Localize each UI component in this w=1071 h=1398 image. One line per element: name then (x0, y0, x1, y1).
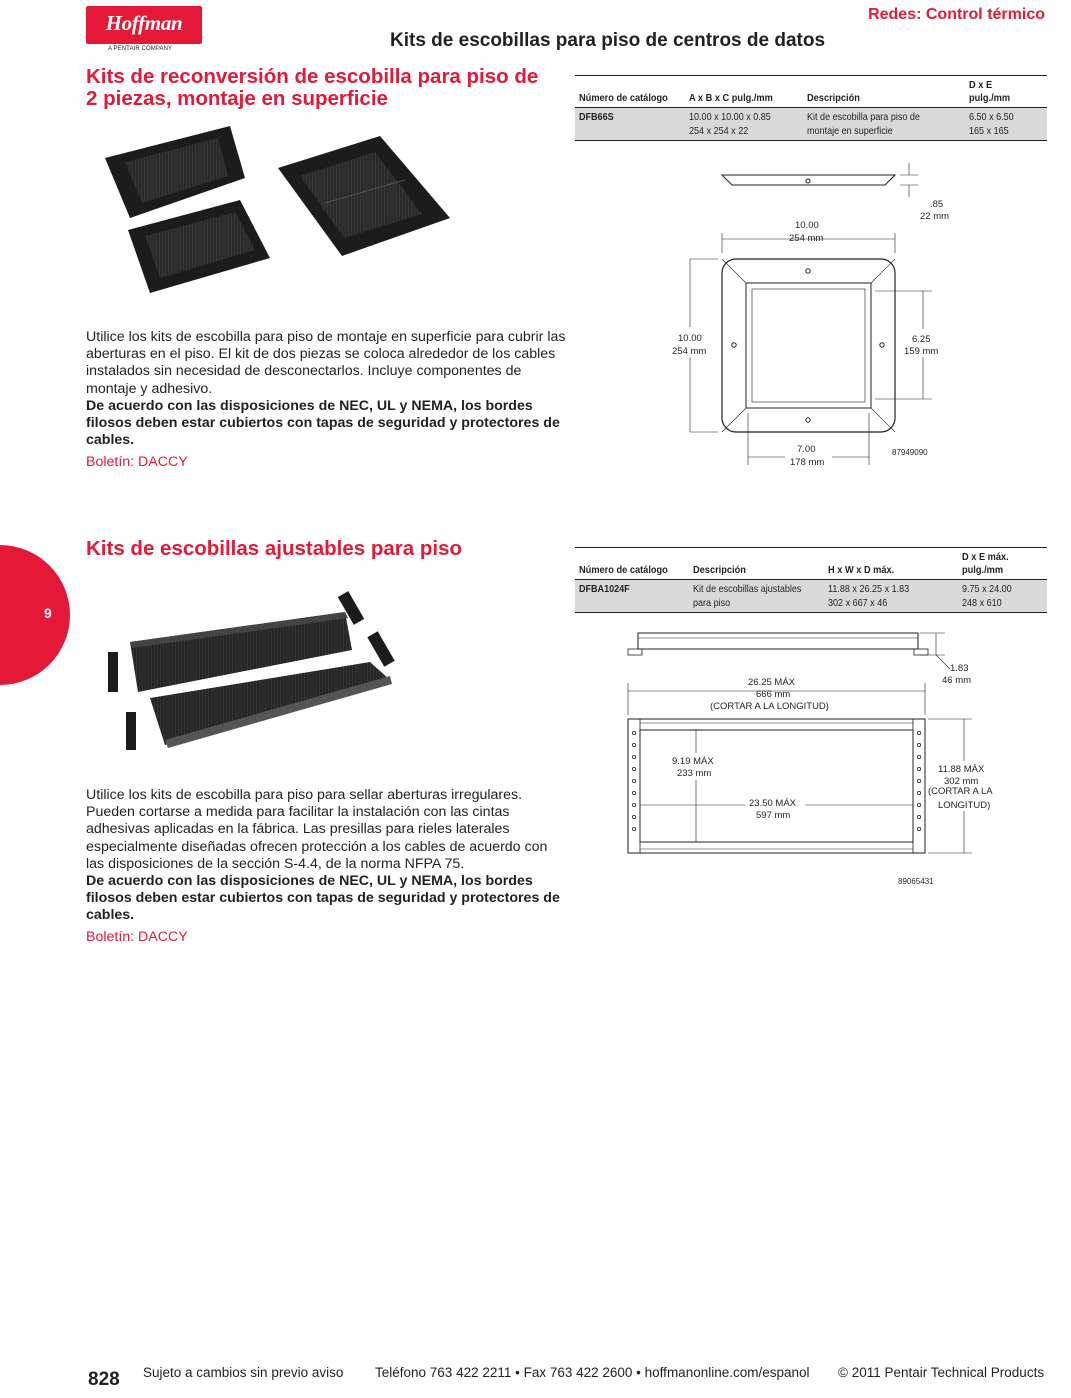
logo-word: Hoffman (105, 11, 183, 35)
table-row: DFBA1024F Kit de escobillas ajustables para piso 11.88 x 26.25 x 1.83 302 x 667 x 46 9.75 x 24.00 248 x 610 (575, 580, 1047, 612)
table-header: Número de catálogo A x B x C pulg./mm Descripción D x E pulg./mm (575, 76, 1047, 108)
svg-text:233 mm: 233 mm (677, 768, 712, 779)
spec-table-dfba1024f (575, 547, 1047, 613)
surface-brush-kit-photo (90, 118, 465, 318)
svg-text:1.83: 1.83 (950, 663, 969, 674)
svg-text:89065431: 89065431 (898, 877, 934, 886)
svg-text:87949090: 87949090 (892, 448, 928, 457)
svg-text:(CORTAR A LA LONGITUD): (CORTAR A LA LONGITUD) (710, 701, 829, 712)
svg-text:11.88 MÁX: 11.88 MÁX (938, 764, 985, 775)
section-tag: Redes: Control térmico (868, 6, 1045, 23)
svg-text:254 mm: 254 mm (789, 233, 824, 244)
footer-contact: Teléfono 763 422 2211 • Fax 763 422 2600 • hoffmanonline.com/espanol (375, 1365, 810, 1380)
svg-text:10.00: 10.00 (795, 220, 819, 231)
svg-text:666 mm: 666 mm (756, 689, 791, 700)
section1-title: Kits de reconversión de escobilla para piso de 2 piezas, montaje en superficie (86, 65, 539, 110)
svg-text:26.25 MÁX: 26.25 MÁX (748, 677, 795, 688)
chapter-tab (0, 545, 70, 685)
dfb66s-dimension-drawing (660, 155, 970, 475)
svg-text:6.25: 6.25 (912, 334, 931, 345)
section1-bulletin: Boletín: DACCY (86, 454, 188, 470)
section2-bulletin: Boletín: DACCY (86, 929, 188, 945)
section2-warning: De acuerdo con las disposiciones de NEC, UL y NEMA, los bordes filosos deben estar cubiertos con tapas de seguridad y protectores de cables. (86, 873, 560, 924)
svg-text:7.00: 7.00 (797, 444, 816, 455)
svg-text:22 mm: 22 mm (920, 211, 950, 222)
svg-text:23.50 MÁX: 23.50 MÁX (749, 798, 796, 809)
footer-notice: Sujeto a cambios sin previo aviso (143, 1365, 344, 1380)
svg-text:597 mm: 597 mm (756, 810, 791, 821)
section2-title: Kits de escobillas ajustables para piso (86, 537, 462, 560)
svg-text:10.00: 10.00 (678, 333, 702, 344)
svg-text:159 mm: 159 mm (904, 346, 939, 357)
chapter-tab-label: 9 (44, 605, 52, 621)
spec-table-dfb66s (575, 75, 1047, 141)
svg-text:(CORTAR A LA: (CORTAR A LA (928, 786, 993, 797)
page-heading: Kits de escobillas para piso de centros de datos (390, 30, 826, 51)
page-number: 828 (88, 1369, 120, 1390)
adjustable-brush-kit-photo (100, 580, 430, 760)
table-header: Número de catálogo Descripción H x W x D máx. D x E máx. pulg./mm (575, 548, 1047, 580)
section1-description: Utilice los kits de escobilla para piso de montaje en superficie para cubrir las aberturas en el piso. El kit de dos piezas se coloca alrededor de los cables instalados sin necesidad de desconectarlos. Incluye componentes de montaje y adhesivo. De acuerdo con las disposiciones de NEC, UL y NEMA, los bordes filosos deben estar cubiertos con tapas de seguridad y protectores de cables. (86, 329, 566, 449)
logo-subtitle: A PENTAIR COMPANY (108, 46, 173, 52)
svg-text:178 mm: 178 mm (790, 457, 825, 468)
svg-text:LONGITUD): LONGITUD) (938, 800, 991, 811)
svg-text:46 mm: 46 mm (942, 675, 972, 686)
svg-text:9.19 MÁX: 9.19 MÁX (672, 756, 714, 767)
hoffman-logo (86, 6, 202, 44)
table-row: DFB66S 10.00 x 10.00 x 0.85 254 x 254 x 22 Kit de escobilla para piso de montaje en superficie 6.50 x 6.50 165 x 165 (575, 108, 1047, 140)
section1-warning: De acuerdo con las disposiciones de NEC, UL y NEMA, los bordes filosos deben estar cubiertos con tapas de seguridad y protectores de cables. (86, 397, 560, 449)
svg-text:302 mm: 302 mm (944, 776, 979, 787)
footer-copyright: © 2011 Pentair Technical Products (838, 1365, 1045, 1380)
section2-description: Utilice los kits de escobilla para piso para sellar aberturas irregulares. Pueden cortarse a medida para facilitar la instalación con las cintas adhesivas aplicadas en la fábrica. Las presillas para rieles laterales especialmente diseñadas ofrecen protección a los cables de acuerdo con las disposiciones de la sección S-4.4, de la norma NFPA 75. De acuerdo con las disposiciones de NEC, UL y NEMA, los bordes filosos deben estar cubiertos con tapas de seguridad y protectores de cables. (86, 787, 566, 925)
svg-text:254 mm: 254 mm (672, 346, 707, 357)
dfba1024f-dimension-drawing (620, 625, 1030, 895)
svg-text:.85: .85 (930, 199, 944, 210)
